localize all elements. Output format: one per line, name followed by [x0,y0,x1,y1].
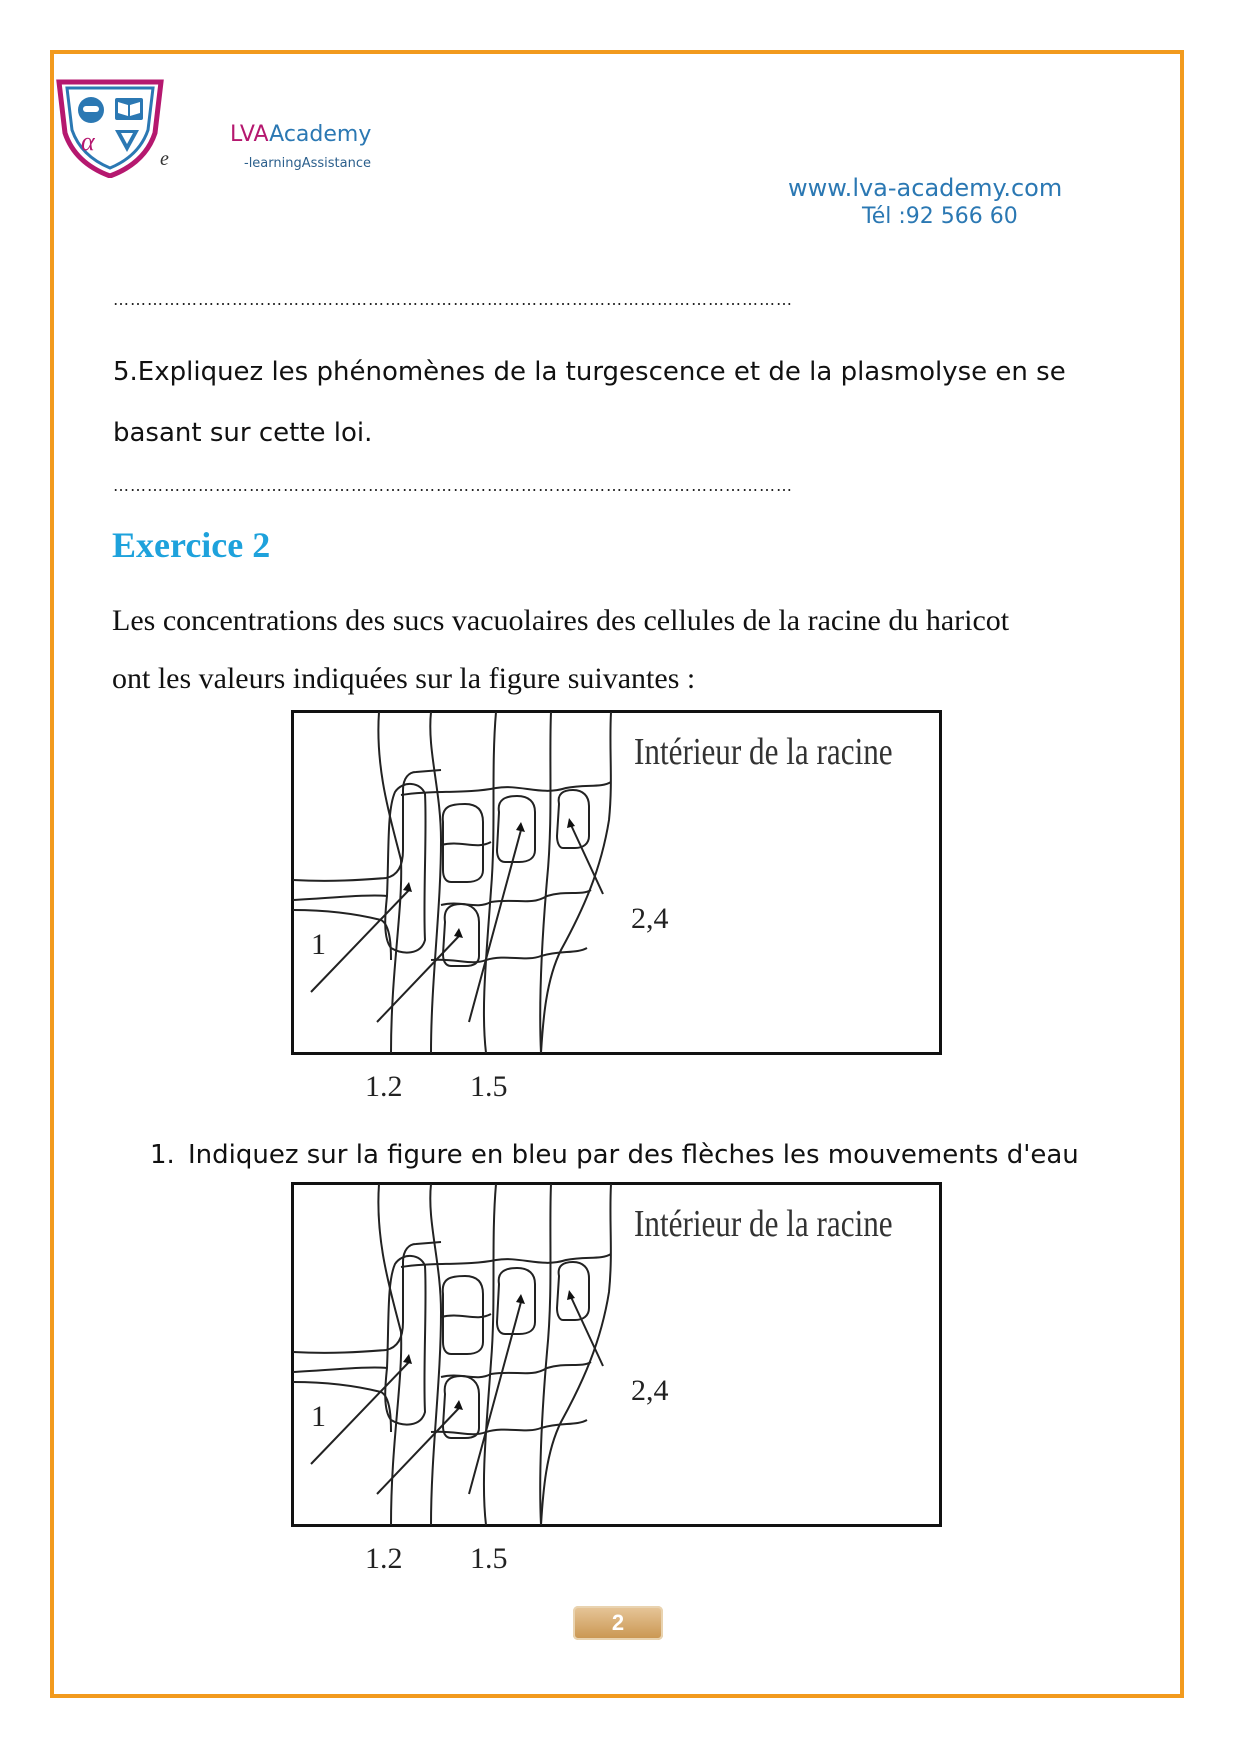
svg-text:α: α [81,127,95,156]
page-number: 2 [573,1606,663,1640]
brand-name [230,122,371,147]
question-5 [113,342,1113,464]
label-1-2: 1.2 [365,1070,403,1103]
question-5-line-1: 5.Expliquez les phénomènes de la turgescence et de la plasmolyse en se [113,357,1066,387]
label-1-5: 1.5 [470,1070,508,1103]
label-1: 1 [311,928,326,961]
label-1-5: 1.5 [470,1542,508,1575]
question-1-text: Indiquez sur la figure en bleu par des flèches les mouvements d'eau [188,1140,1079,1170]
logo-e-letter: e [160,148,169,170]
figure-title: Intérieur de la racine [634,731,893,773]
label-2-4: 2,4 [631,902,669,935]
question-1-number: 1. [150,1140,175,1170]
answer-dots-line: ………………………………………………………………………………………………………… [113,476,793,495]
label-1: 1 [311,1400,326,1433]
website-url: www.lva-academy.com [788,174,1063,202]
root-cells-figure [291,710,942,1055]
question-5-line-2: basant sur cette loi. [113,418,373,448]
brand-tagline: -learningAssistance [244,156,371,171]
intro-line-2: ont les valeurs indiquées sur la figure suivantes : [112,662,696,695]
root-cells-figure-answer [291,1182,942,1527]
question-1 [150,1140,1079,1170]
label-2-4: 2,4 [631,1374,669,1407]
brand-academy: Academy [269,122,372,147]
answer-dots-line: ………………………………………………………………………………………………………… [113,290,793,309]
label-1-2: 1.2 [365,1542,403,1575]
exercise-intro [112,592,1132,708]
exercise-title: Exercice 2 [112,525,271,565]
intro-line-1: Les concentrations des sucs vacuolaires des cellules de la racine du haricot [112,604,1010,637]
figure-title: Intérieur de la racine [634,1203,893,1245]
brand-lv: LVA [230,122,270,147]
lva-academy-shield-logo [55,78,165,178]
phone-number: Tél :92 566 60 [862,204,1018,229]
